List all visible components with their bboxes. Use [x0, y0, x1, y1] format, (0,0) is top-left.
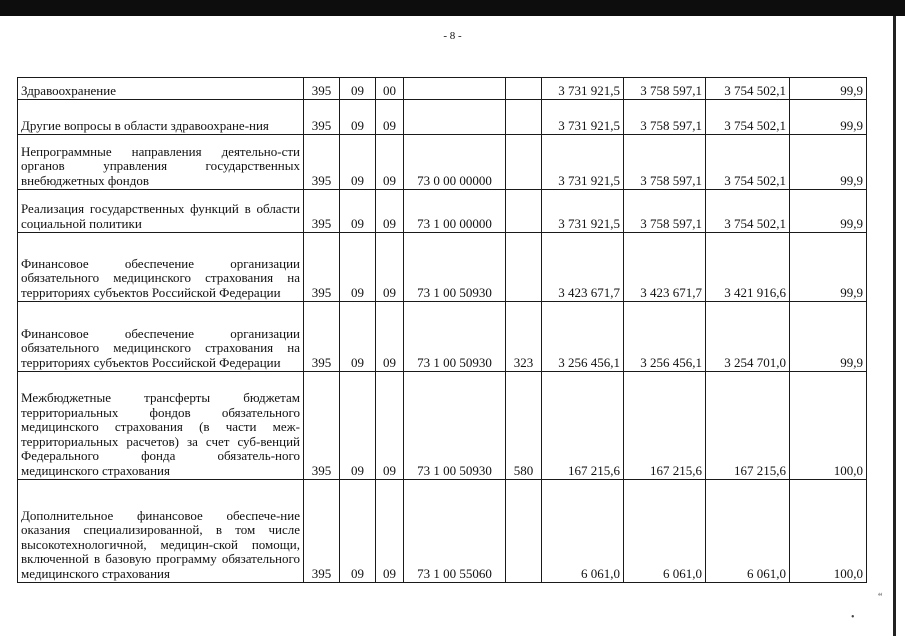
percent-executed: 99,9	[790, 190, 867, 233]
subsection-code: 09	[376, 233, 404, 302]
ved-code: 395	[304, 78, 340, 100]
target-article-code: 73 1 00 50930	[404, 233, 506, 302]
target-article-code: 73 1 00 50930	[404, 372, 506, 480]
value-executed: 3 421 916,6	[706, 233, 790, 302]
target-article-code: 73 0 00 00000	[404, 135, 506, 190]
target-article-code: 73 1 00 55060	[404, 480, 506, 583]
row-name: Финансовое обеспечение организации обязательного медицинского страхования на территориях субъектов Российской Федерации	[18, 302, 304, 372]
scan-top-border	[0, 0, 905, 16]
ved-code: 395	[304, 480, 340, 583]
ved-code: 395	[304, 302, 340, 372]
table-row	[18, 190, 867, 233]
percent-executed: 99,9	[790, 135, 867, 190]
expense-type-code: 323	[506, 302, 542, 372]
value-plan: 3 758 597,1	[624, 100, 706, 135]
expense-type-code: 580	[506, 372, 542, 480]
percent-executed: 100,0	[790, 480, 867, 583]
ved-code: 395	[304, 372, 340, 480]
row-name: Непрограммные направления деятельно-сти органов управления государственных внебюджетных фондов	[18, 135, 304, 190]
table-row	[18, 233, 867, 302]
ved-code: 395	[304, 100, 340, 135]
subsection-code: 09	[376, 302, 404, 372]
value-approved: 6 061,0	[542, 480, 624, 583]
value-approved: 3 731 921,5	[542, 135, 624, 190]
subsection-code: 09	[376, 372, 404, 480]
table-row	[18, 135, 867, 190]
table-row	[18, 372, 867, 480]
value-executed: 3 754 502,1	[706, 190, 790, 233]
scan-right-border	[893, 16, 896, 636]
expense-type-code	[506, 135, 542, 190]
value-executed: 6 061,0	[706, 480, 790, 583]
percent-executed: 100,0	[790, 372, 867, 480]
value-plan: 6 061,0	[624, 480, 706, 583]
section-code: 09	[340, 233, 376, 302]
section-code: 09	[340, 135, 376, 190]
value-plan: 3 758 597,1	[624, 78, 706, 100]
expense-type-code	[506, 480, 542, 583]
expense-type-code	[506, 78, 542, 100]
target-article-code	[404, 78, 506, 100]
subsection-code: 09	[376, 100, 404, 135]
target-article-code	[404, 100, 506, 135]
value-approved: 3 731 921,5	[542, 78, 624, 100]
section-code: 09	[340, 302, 376, 372]
percent-executed: 99,9	[790, 100, 867, 135]
value-plan: 3 423 671,7	[624, 233, 706, 302]
percent-executed: 99,9	[790, 78, 867, 100]
value-plan: 3 256 456,1	[624, 302, 706, 372]
value-executed: 3 754 502,1	[706, 78, 790, 100]
expense-type-code	[506, 100, 542, 135]
budget-table	[17, 77, 867, 583]
row-name: Дополнительное финансовое обеспече-ние оказания специализированной, в том числе высокотехнологичной, медицин-ской помощи, включенной в базовую программу обязательного медицинского страхования	[18, 480, 304, 583]
ved-code: 395	[304, 233, 340, 302]
subsection-code: 09	[376, 190, 404, 233]
percent-executed: 99,9	[790, 233, 867, 302]
subsection-code: 09	[376, 480, 404, 583]
scan-speck: •	[851, 612, 855, 623]
section-code: 09	[340, 190, 376, 233]
value-approved: 167 215,6	[542, 372, 624, 480]
value-executed: 167 215,6	[706, 372, 790, 480]
section-code: 09	[340, 78, 376, 100]
section-code: 09	[340, 372, 376, 480]
expense-type-code	[506, 190, 542, 233]
table-row	[18, 480, 867, 583]
value-approved: 3 731 921,5	[542, 190, 624, 233]
row-name: Финансовое обеспечение организации обязательного медицинского страхования на территориях субъектов Российской Федерации	[18, 233, 304, 302]
row-name: Здравоохранение	[18, 78, 304, 100]
percent-executed: 99,9	[790, 302, 867, 372]
target-article-code: 73 1 00 50930	[404, 302, 506, 372]
value-approved: 3 423 671,7	[542, 233, 624, 302]
table-row	[18, 78, 867, 100]
table-row	[18, 100, 867, 135]
table-row	[18, 302, 867, 372]
section-code: 09	[340, 480, 376, 583]
ved-code: 395	[304, 135, 340, 190]
subsection-code: 00	[376, 78, 404, 100]
row-name: Другие вопросы в области здравоохране-ния	[18, 100, 304, 135]
value-plan: 3 758 597,1	[624, 135, 706, 190]
section-code: 09	[340, 100, 376, 135]
row-name: Реализация государственных функций в области социальной политики	[18, 190, 304, 233]
target-article-code: 73 1 00 00000	[404, 190, 506, 233]
scan-speck: “	[878, 592, 883, 603]
value-executed: 3 254 701,0	[706, 302, 790, 372]
value-plan: 3 758 597,1	[624, 190, 706, 233]
page-number: - 8 -	[443, 30, 462, 42]
value-approved: 3 731 921,5	[542, 100, 624, 135]
ved-code: 395	[304, 190, 340, 233]
row-name: Межбюджетные трансферты бюджетам территориальных фондов обязательного медицинского страхования (в части меж-территориальных расчетов) за счет суб-венций Федерального фонда обязатель-ного медицинского страхования	[18, 372, 304, 480]
value-plan: 167 215,6	[624, 372, 706, 480]
value-approved: 3 256 456,1	[542, 302, 624, 372]
value-executed: 3 754 502,1	[706, 100, 790, 135]
value-executed: 3 754 502,1	[706, 135, 790, 190]
subsection-code: 09	[376, 135, 404, 190]
expense-type-code	[506, 233, 542, 302]
